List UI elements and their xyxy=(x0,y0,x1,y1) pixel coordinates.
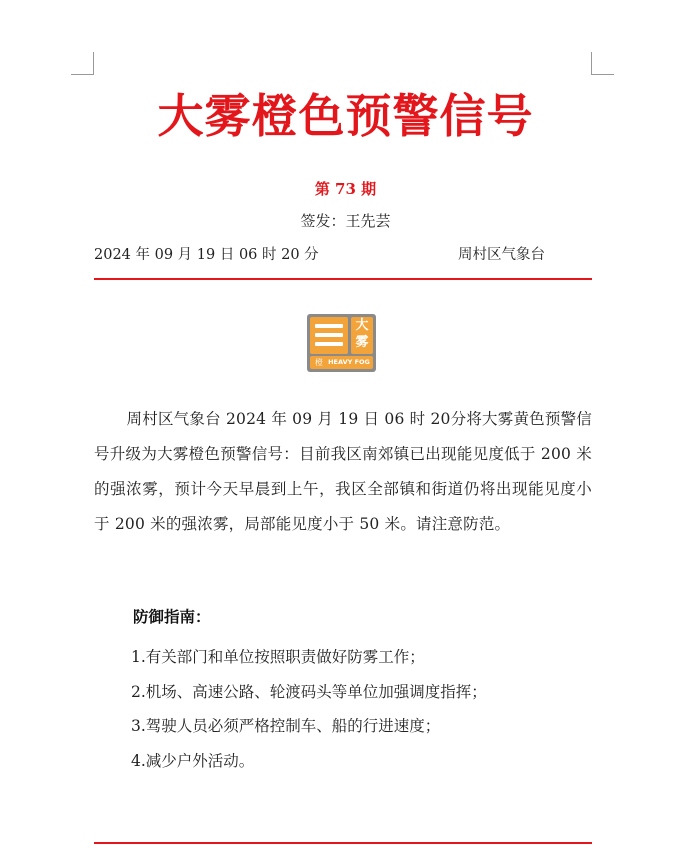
guide-item: 4.减少户外活动。 xyxy=(131,751,255,770)
issue-number: 第 73 期 xyxy=(314,180,377,198)
sign-char-bottom: 雾 xyxy=(355,335,369,350)
warning-paragraph: 周村区气象台 2024 年 09 月 19 日 06 时 20分将大雾黄色预警信号升级为大雾橙色预警信号：目前我区南郊镇已出现能见度低于 200 米的强浓雾，预计今天早晨到上午，我区全部镇和街道仍将出现能见度小于 200 米的强浓雾，局部能见度小于 50 米。请注意防范。 xyxy=(94,410,592,533)
sign-char-top: 大 xyxy=(355,318,369,333)
guide-item: 3.驾驶人员必须严格控制车、船的行进速度； xyxy=(131,717,441,735)
guide-list xyxy=(131,640,601,778)
crop-mark-top-right xyxy=(591,52,614,75)
issue-datetime: 2024 年 09 月 19 日 06 时 20 分 xyxy=(94,247,319,263)
footer-divider xyxy=(94,842,592,844)
sign-level-label: 橙 xyxy=(315,358,323,367)
fog-warning-sign-icon xyxy=(307,314,376,372)
crop-mark-top-left xyxy=(71,52,94,75)
guide-item: 1.有关部门和单位按照职责做好防雾工作； xyxy=(131,648,425,666)
document-title: 大雾橙色预警信号 xyxy=(157,89,534,143)
sign-label-bar xyxy=(310,356,373,369)
header-divider xyxy=(94,278,592,280)
guide-title: 防御指南： xyxy=(133,607,211,626)
issuing-station: 周村区气象台 xyxy=(458,247,545,263)
fog-lines-icon xyxy=(310,317,348,354)
sign-character-box xyxy=(351,317,373,354)
issuer-line: 签发：王先芸 xyxy=(300,212,391,230)
guide-item: 2.机场、高速公路、轮渡码头等单位加强调度指挥； xyxy=(131,682,487,701)
sign-english-label: HEAVY FOG xyxy=(328,358,370,366)
